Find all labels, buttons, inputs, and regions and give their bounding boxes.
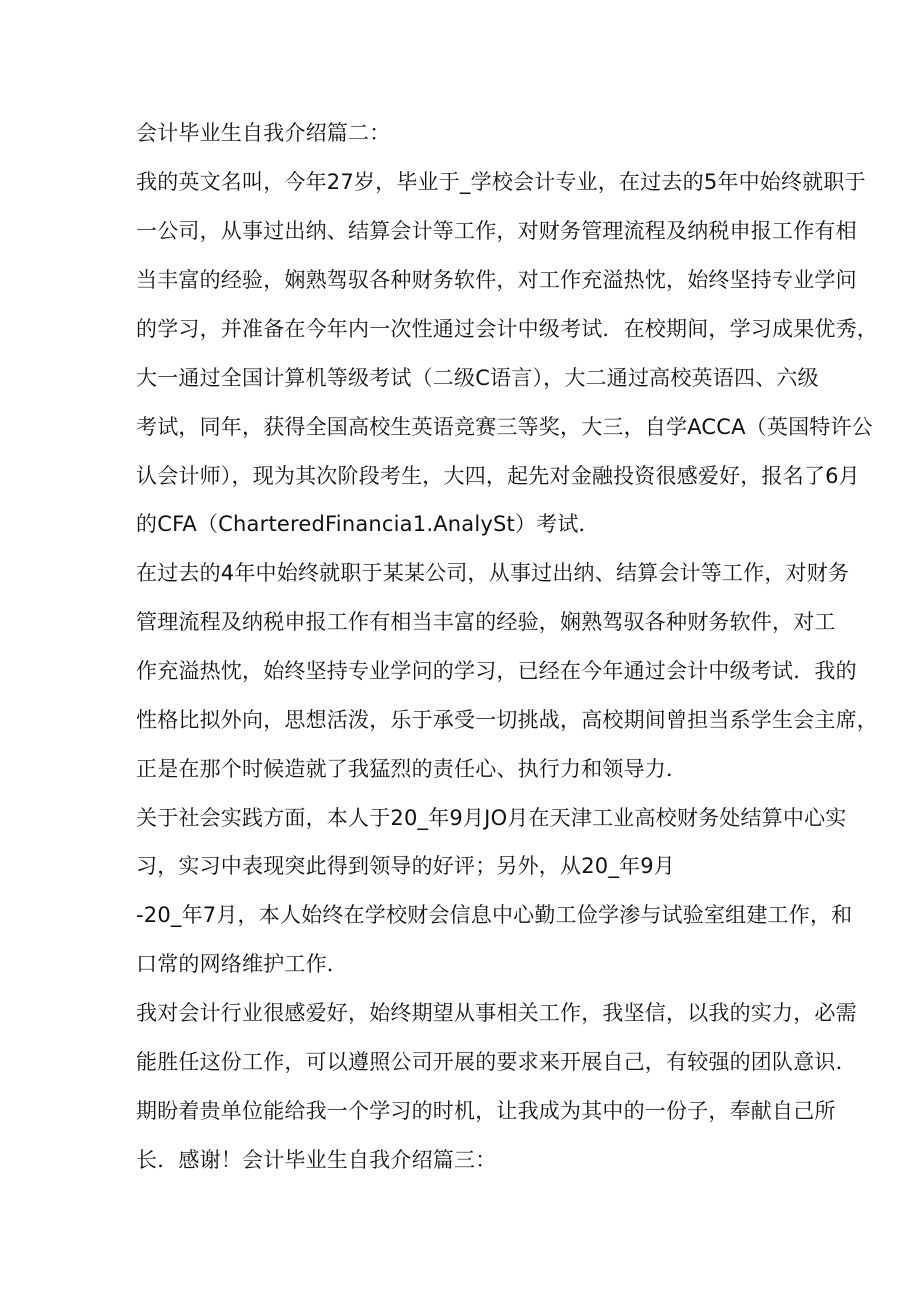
text-line: 我对会计行业很感爱好，始终期望从事相关工作，我坚信，以我的实力，必需 [136,1001,857,1025]
text-line: 当丰富的经验，娴熟驾驭各种财务软件，对工作充溢热忱，始终坚持专业学问 [136,268,857,292]
text-line: 管理流程及纳税申报工作有相当丰富的经验，娴熟驾驭各种财务软件，对工 [136,610,836,634]
text-line: 性格比拟外向，思想活泼，乐于承受一切挑战，高校期间曾担当系学生会主席， [136,708,878,732]
text-line: 在过去的4年中始终就职于某某公司，从事过出纳、结算会计等工作，对财务 [136,561,850,585]
text-line: 大一通过全国计算机等级考试（二级C语言），大二通过高校英语四、六级 [136,366,819,390]
text-line: 一公司，从事过出纳、结算会计等工作，对财务管理流程及纳税申报工作有相 [136,219,857,243]
text-line: 的CFA（CharteredFinancia1.AnalySt）考试． [136,512,600,536]
text-line: 作充溢热忱，始终坚持专业学问的学习，已经在今年通过会计中级考试．我的 [136,659,857,683]
text-line: -20_年7月，本人始终在学校财会信息中心勤工俭学渗与试验室组建工作，和 [136,903,853,927]
text-line: 习，实习中表现突此得到领导的好评；另外，从20_年9月 [136,854,675,878]
text-line: 认会计师），现为其次阶段考生，大四，起先对金融投资很感爱好，报名了6月 [136,464,860,488]
section-heading: 会计毕业生自我介绍篇二： [136,121,391,145]
text-line: 期盼着贵单位能给我一个学习的时机，让我成为其中的一份子，奉献自己所 [136,1099,836,1123]
text-line: 能胜任这份工作，可以遵照公司开展的要求来开展自己，有较强的团队意识． [136,1050,857,1074]
text-line: 长．感谢！会计毕业生自我介绍篇三： [136,1148,497,1172]
text-line: 正是在那个时候造就了我猛烈的责任心、执行力和领导力． [136,757,688,781]
text-line: 的学习，并准备在今年内一次性通过会计中级考试．在校期间，学习成果优秀， [136,317,878,341]
text-line: 我的英文名叫，今年27岁，毕业于_学校会计专业，在过去的5年中始终就职于 [136,170,866,194]
text-line: 考试，同年，获得全国高校生英语竞赛三等奖，大三，自学ACCA（英国特许公 [136,415,873,439]
text-line: 口常的网络维护工作． [136,952,348,976]
text-line: 关于社会实践方面，本人于20_年9月JO月在天津工业高校财务处结算中心实 [136,806,847,830]
